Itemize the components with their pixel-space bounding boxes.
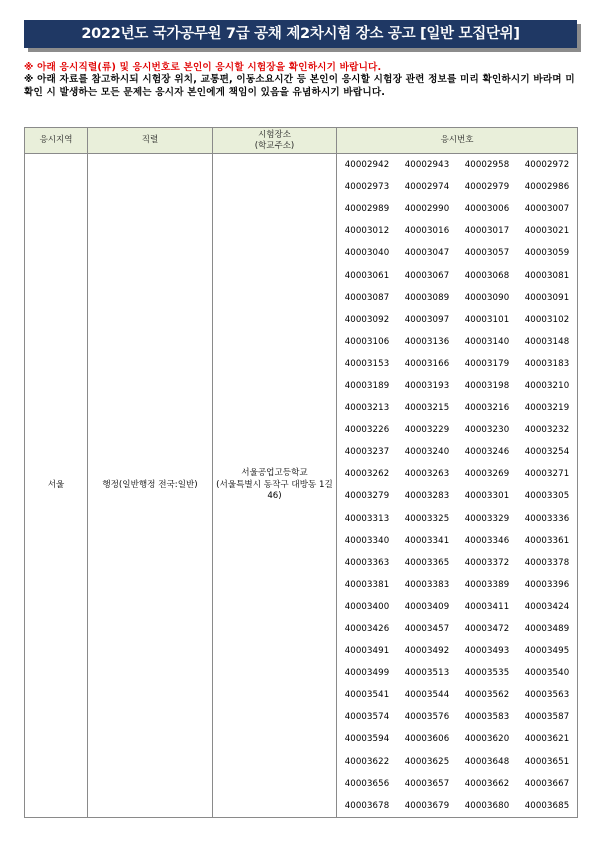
number-row — [337, 287, 577, 309]
exam-number: 40003059 — [524, 248, 570, 259]
exam-number: 40003492 — [404, 646, 450, 657]
exam-number: 40003210 — [524, 380, 570, 391]
number-row — [337, 530, 577, 552]
exam-number: 40003189 — [344, 380, 390, 391]
exam-number: 40003409 — [404, 601, 450, 612]
exam-number: 40003574 — [344, 712, 390, 723]
exam-number: 40003541 — [344, 690, 390, 701]
exam-number: 40003102 — [524, 314, 570, 325]
number-row — [337, 684, 577, 706]
notice-mark: ※ — [24, 74, 38, 86]
exam-number: 40003091 — [524, 292, 570, 303]
exam-number: 40003140 — [464, 336, 510, 347]
number-row — [337, 728, 577, 750]
exam-number: 40003346 — [464, 535, 510, 546]
exam-number: 40003426 — [344, 624, 390, 635]
exam-number: 40002943 — [404, 160, 450, 171]
exam-number: 40003361 — [524, 535, 570, 546]
exam-number: 40003400 — [344, 601, 390, 612]
number-row — [337, 375, 577, 397]
exam-number: 40003491 — [344, 646, 390, 657]
number-row — [337, 508, 577, 530]
exam-number: 40003305 — [524, 491, 570, 502]
number-row — [337, 773, 577, 795]
exam-number: 40003081 — [524, 270, 570, 281]
exam-number: 40003240 — [404, 447, 450, 458]
exam-number: 40003424 — [524, 601, 570, 612]
exam-number: 40003329 — [464, 513, 510, 524]
exam-number: 40003576 — [404, 712, 450, 723]
exam-number: 40003341 — [404, 535, 450, 546]
exam-number: 40003544 — [404, 690, 450, 701]
exam-number: 40003336 — [524, 513, 570, 524]
exam-number: 40003495 — [524, 646, 570, 657]
exam-number: 40003215 — [404, 403, 450, 414]
number-row — [337, 662, 577, 684]
exam-number: 40003216 — [464, 403, 510, 414]
exam-number: 40003263 — [404, 469, 450, 480]
exam-number: 40003489 — [524, 624, 570, 635]
exam-number: 40002990 — [404, 204, 450, 215]
exam-number: 40003106 — [344, 336, 390, 347]
place-cell — [213, 154, 337, 818]
exam-number: 40003583 — [464, 712, 510, 723]
exam-number: 40003090 — [464, 292, 510, 303]
exam-number: 40003089 — [404, 292, 450, 303]
exam-number: 40003365 — [404, 557, 450, 568]
exam-number: 40003457 — [404, 624, 450, 635]
exam-number: 40003340 — [344, 535, 390, 546]
exam-number: 40003226 — [344, 425, 390, 436]
exam-number: 40003301 — [464, 491, 510, 502]
number-row — [337, 552, 577, 574]
exam-number: 40003213 — [344, 403, 390, 414]
header-numbers: 응시번호 — [337, 128, 578, 154]
exam-number: 40003092 — [344, 314, 390, 325]
exam-number: 40003067 — [404, 270, 450, 281]
header-place-line-2: (학교주소) — [254, 140, 295, 151]
number-row — [337, 640, 577, 662]
exam-number: 40003012 — [344, 226, 390, 237]
exam-number: 40002942 — [344, 160, 390, 171]
exam-number: 40003648 — [464, 756, 510, 767]
exam-number: 40003411 — [464, 601, 510, 612]
number-row — [337, 309, 577, 331]
exam-number: 40002974 — [404, 182, 450, 193]
number-row — [337, 751, 577, 773]
number-row — [337, 419, 577, 441]
exam-number: 40003657 — [404, 778, 450, 789]
number-row — [337, 441, 577, 463]
number-row — [337, 220, 577, 242]
exam-number: 40003283 — [404, 491, 450, 502]
exam-number: 40002958 — [464, 160, 510, 171]
number-row — [337, 463, 577, 485]
exam-number: 40003540 — [524, 668, 570, 679]
school-name: 서울공업고등학교 — [241, 468, 308, 479]
exam-number: 40002973 — [344, 182, 390, 193]
exam-number: 40003183 — [524, 358, 570, 369]
exam-number: 40003685 — [524, 800, 570, 811]
number-row — [337, 353, 577, 375]
exam-number: 40002989 — [344, 204, 390, 215]
exam-number: 40003472 — [464, 624, 510, 635]
exam-number: 40003246 — [464, 447, 510, 458]
exam-number: 40003101 — [464, 314, 510, 325]
exam-number: 40003396 — [524, 579, 570, 590]
exam-number: 40003229 — [404, 425, 450, 436]
exam-number: 40003313 — [344, 513, 390, 524]
exam-number: 40003606 — [404, 734, 450, 745]
exam-number: 40003656 — [344, 778, 390, 789]
notice-block — [24, 62, 580, 99]
header-place-line-1: 시험장소 — [258, 129, 291, 140]
number-row — [337, 242, 577, 264]
exam-number: 40003499 — [344, 668, 390, 679]
exam-number: 40003493 — [464, 646, 510, 657]
exam-number: 40003678 — [344, 800, 390, 811]
number-row — [337, 574, 577, 596]
exam-number: 40003625 — [404, 756, 450, 767]
exam-number: 40003040 — [344, 248, 390, 259]
exam-number: 40003230 — [464, 425, 510, 436]
region-cell: 서울 — [25, 154, 88, 818]
exam-number: 40003097 — [404, 314, 450, 325]
exam-number: 40003381 — [344, 579, 390, 590]
exam-number: 40003262 — [344, 469, 390, 480]
exam-number: 40003325 — [404, 513, 450, 524]
exam-number: 40002986 — [524, 182, 570, 193]
exam-number: 40003279 — [344, 491, 390, 502]
exam-number: 40003179 — [464, 358, 510, 369]
exam-number: 40003513 — [404, 668, 450, 679]
exam-number: 40003378 — [524, 557, 570, 568]
exam-number: 40003047 — [404, 248, 450, 259]
header-job: 직렬 — [88, 128, 213, 154]
number-row — [337, 264, 577, 286]
exam-number: 40003006 — [464, 204, 510, 215]
number-row — [337, 176, 577, 198]
exam-number: 40002972 — [524, 160, 570, 171]
table-header-row — [25, 128, 578, 154]
exam-number: 40003254 — [524, 447, 570, 458]
exam-number: 40003219 — [524, 403, 570, 414]
header-place — [213, 128, 337, 154]
number-row — [337, 795, 577, 817]
number-row — [337, 485, 577, 507]
exam-number: 40003017 — [464, 226, 510, 237]
exam-number: 40003061 — [344, 270, 390, 281]
exam-number: 40003007 — [524, 204, 570, 215]
exam-number: 40003587 — [524, 712, 570, 723]
number-row — [337, 618, 577, 640]
exam-number: 40003232 — [524, 425, 570, 436]
exam-number: 40003662 — [464, 778, 510, 789]
exam-number: 40003271 — [524, 469, 570, 480]
exam-number: 40003148 — [524, 336, 570, 347]
exam-number: 40003667 — [524, 778, 570, 789]
exam-number: 40003621 — [524, 734, 570, 745]
exam-number: 40003193 — [404, 380, 450, 391]
exam-number: 40003057 — [464, 248, 510, 259]
page-title: 2022년도 국가공무원 7급 공채 제2차시험 장소 공고 [일반 모집단위] — [24, 20, 577, 48]
exam-number: 40003620 — [464, 734, 510, 745]
number-row — [337, 198, 577, 220]
exam-number: 40003068 — [464, 270, 510, 281]
school-address: (서울특별시 동작구 대방동 1길 46) — [216, 479, 333, 502]
exam-number: 40003680 — [464, 800, 510, 811]
exam-number: 40003535 — [464, 668, 510, 679]
exam-number: 40003237 — [344, 447, 390, 458]
exam-number: 40003679 — [404, 800, 450, 811]
exam-number: 40003198 — [464, 380, 510, 391]
exam-number: 40003383 — [404, 579, 450, 590]
number-row — [337, 154, 577, 176]
notice-line-1: ※ 아래 응시직렬(류) 및 응시번호로 본인이 응시할 시험장을 확인하시기 바랍니다. — [24, 62, 382, 73]
exam-number-list — [337, 154, 578, 818]
exam-number: 40003166 — [404, 358, 450, 369]
exam-number: 40003021 — [524, 226, 570, 237]
job-cell: 행정(일반행정 전국:일반) — [88, 154, 213, 818]
table-row — [25, 154, 578, 818]
number-row — [337, 706, 577, 728]
exam-number: 40003594 — [344, 734, 390, 745]
number-row — [337, 331, 577, 353]
header-region: 응시지역 — [25, 128, 88, 154]
exam-number: 40003136 — [404, 336, 450, 347]
exam-number: 40003153 — [344, 358, 390, 369]
notice-line-2 — [24, 74, 580, 99]
number-row — [337, 596, 577, 618]
exam-number: 40003269 — [464, 469, 510, 480]
exam-number: 40003651 — [524, 756, 570, 767]
exam-number: 40003087 — [344, 292, 390, 303]
exam-number: 40002979 — [464, 182, 510, 193]
exam-number: 40003372 — [464, 557, 510, 568]
exam-number: 40003363 — [344, 557, 390, 568]
exam-number: 40003563 — [524, 690, 570, 701]
notice-line-2-text: 아래 자료를 참고하시되 시험장 위치, 교통편, 이동소요시간 등 본인이 응시할 시험장 관련 정보를 미리 확인하시기 바라며 미확인 시 발생하는 모든 문제는 응시자 본인에게 책임이 있음을 유념하시기 바랍니다. — [24, 74, 575, 98]
number-row — [337, 397, 577, 419]
exam-number: 40003389 — [464, 579, 510, 590]
exam-number: 40003622 — [344, 756, 390, 767]
exam-location-table — [24, 127, 578, 818]
exam-number: 40003016 — [404, 226, 450, 237]
exam-number: 40003562 — [464, 690, 510, 701]
